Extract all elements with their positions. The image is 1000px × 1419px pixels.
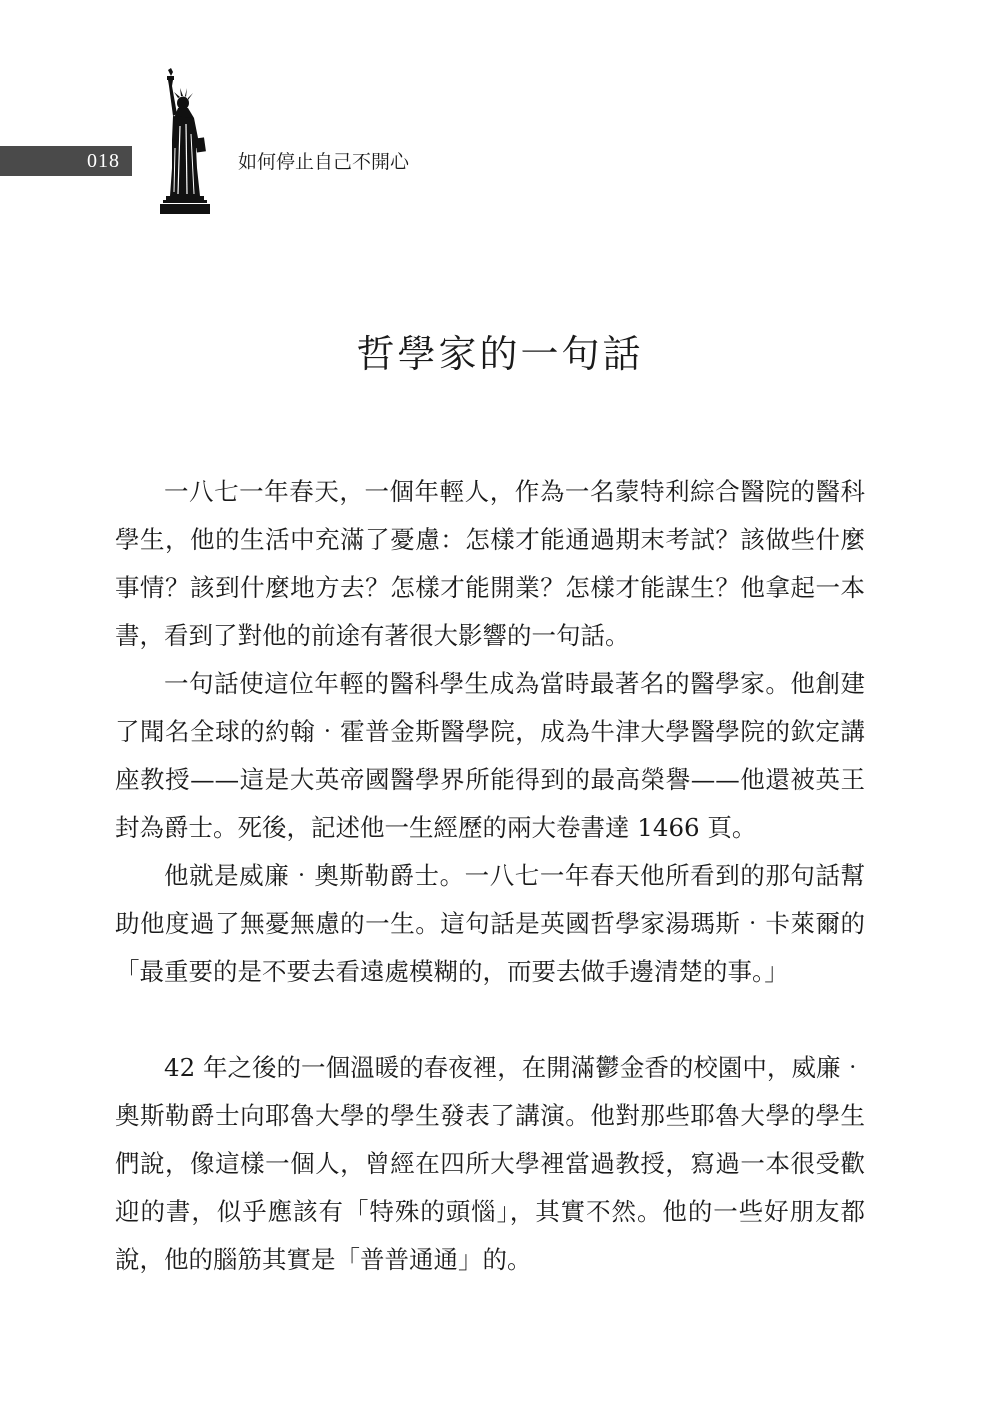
statue-of-liberty-icon <box>160 68 216 214</box>
page-number-bar <box>0 146 132 176</box>
section-break <box>115 996 865 1044</box>
paragraph: 一八七一年春天，一個年輕人，作為一名蒙特利綜合醫院的醫科學生，他的生活中充滿了憂慮：怎樣才能通過期末考試？該做些什麼事情？該到什麼地方去？怎樣才能開業？怎樣才能謀生？他拿起一本書，看到了對他的前途有著很大影響的一句話。 <box>115 477 865 650</box>
paragraph: 他就是威廉‧奧斯勒爵士。一八七一年春天他所看到的那句話幫助他度過了無憂無慮的一生。這句話是英國哲學家湯瑪斯‧卡萊爾的「最重要的是不要去看遠處模糊的，而要去做手邊清楚的事。」 <box>115 861 865 986</box>
paragraph: 42 年之後的一個溫暖的春夜裡，在開滿鬱金香的校園中，威廉‧奧斯勒爵士向耶魯大學的學生發表了講演。他對那些耶魯大學的學生們說，像這樣一個人，曾經在四所大學裡當過教授，寫過一本很受歡迎的書，似乎應該有「特殊的頭惱」，其實不然。他的一些好朋友都說，他的腦筋其實是「普普通通」的。 <box>115 1053 865 1274</box>
body-text <box>115 468 865 1284</box>
chapter-title: 哲學家的一句話 <box>356 332 644 376</box>
paragraph: 一句話使這位年輕的醫科學生成為當時最著名的醫學家。他創建了聞名全球的約翰‧霍普金斯醫學院，成為牛津大學醫學院的欽定講座教授——這是大英帝國醫學界所能得到的最高榮譽——他還被英王封為爵士。死後，記述他一生經歷的兩大卷書達 1466 頁。 <box>115 669 865 842</box>
book-title: 如何停止自己不開心 <box>238 151 410 173</box>
page-number: 018 <box>87 150 120 172</box>
